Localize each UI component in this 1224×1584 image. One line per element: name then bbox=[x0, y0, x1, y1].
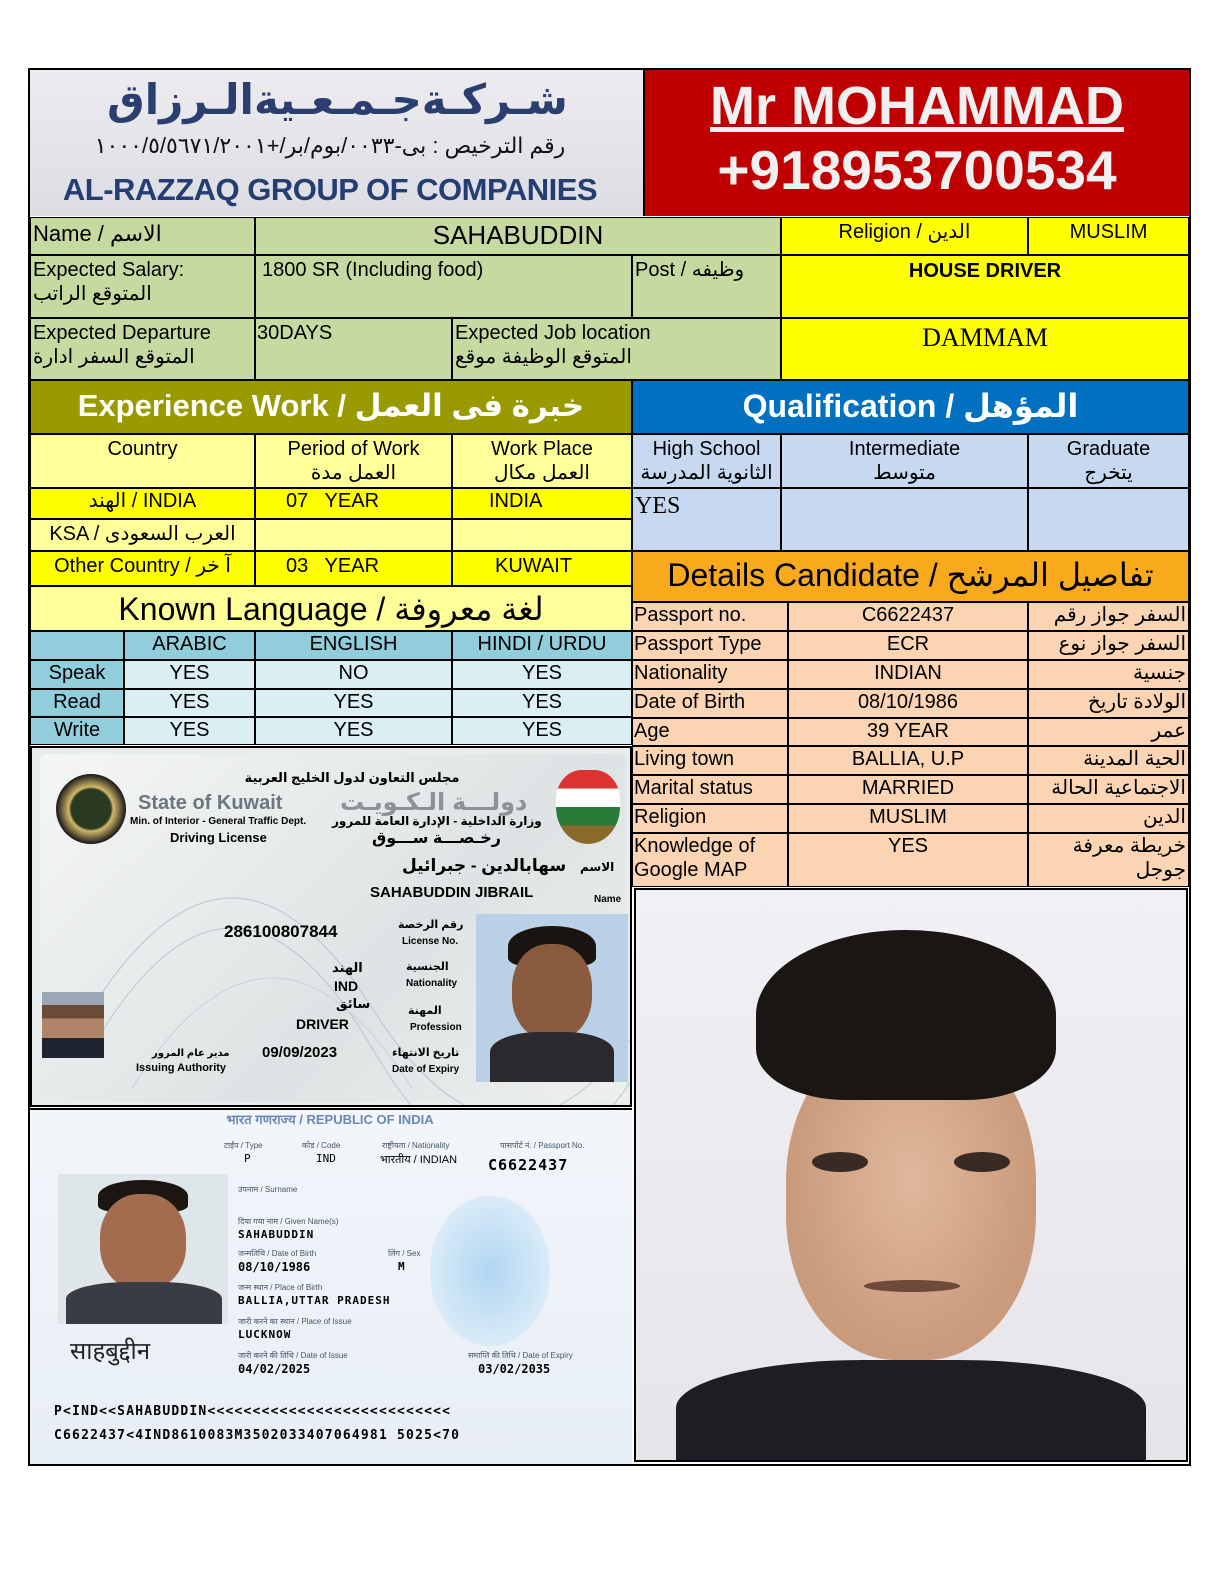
detail-value: INDIAN bbox=[788, 660, 1028, 689]
lang-skill-value: YES bbox=[124, 717, 255, 745]
detail-label-en: Knowledge of Google MAP bbox=[632, 833, 788, 887]
col-work-place bbox=[452, 434, 632, 488]
exp-row-country: الهند / INDIA bbox=[30, 488, 255, 519]
detail-label-en: Living town bbox=[632, 746, 788, 775]
detail-label-en: Date of Birth bbox=[632, 689, 788, 718]
passport-number: C6622437 bbox=[488, 1156, 569, 1174]
salary-label-en: Expected Salary: bbox=[33, 259, 185, 281]
detail-label-ar: الدين bbox=[1028, 804, 1189, 833]
passport-doe: 03/02/2035 bbox=[478, 1362, 551, 1376]
detail-label-ar: عمر bbox=[1028, 718, 1189, 746]
passport-doi: 04/02/2025 bbox=[238, 1362, 311, 1376]
passport-sex-label: लिंग / Sex bbox=[388, 1249, 421, 1258]
col-high-school-ar: الثانوية المدرسة bbox=[640, 462, 773, 484]
departure-label-en: Expected Departure bbox=[33, 322, 211, 344]
gcc-emblem-icon bbox=[56, 774, 126, 844]
col-graduate-ar: يتخرج bbox=[1084, 462, 1133, 484]
col-high-school-en: High School bbox=[652, 438, 761, 460]
passport-surname-label: उपनाम / Surname bbox=[238, 1185, 298, 1194]
passport-signature: साहबुद्दीन bbox=[70, 1337, 151, 1365]
passport-poi: LUCKNOW bbox=[238, 1328, 292, 1341]
left-eye bbox=[812, 1152, 868, 1172]
passport-mrz-line-1: P<IND<<SAHABUDDIN<<<<<<<<<<<<<<<<<<<<<<<<<<< bbox=[54, 1404, 452, 1419]
lang-row-label: Speak bbox=[30, 660, 124, 689]
detail-value: 08/10/1986 bbox=[788, 689, 1028, 718]
intermediate-value bbox=[781, 488, 1028, 551]
detail-value: C6622437 bbox=[788, 602, 1028, 631]
lang-skill-value: YES bbox=[124, 660, 255, 689]
license-name-ar: سهابالدين - جبرائيل bbox=[402, 856, 567, 875]
company-name-arabic: شـركـةجـمـعـيةالـرزاق bbox=[107, 76, 568, 123]
lang-skill-value: YES bbox=[452, 717, 632, 745]
license-number-line: رقم الترخيص : بى-٠٠٣٣/بوم/بر/+١٠٠٠/٥/٥٦٧١/٢٠٠١ bbox=[94, 133, 566, 158]
graduate-value bbox=[1028, 488, 1189, 551]
moustache bbox=[864, 1280, 960, 1292]
religion-label: Religion / الدين bbox=[781, 217, 1028, 255]
state-kuwait-en: State of Kuwait bbox=[138, 792, 283, 814]
ministry-ar: وزارة الداخلية - الإدارة العامة للمرور bbox=[332, 814, 542, 828]
col-intermediate-en: Intermediate bbox=[848, 438, 961, 460]
passport-header: भारत गणराज्य / REPUBLIC OF INDIA bbox=[226, 1112, 434, 1127]
license-prof-ar: سائق bbox=[336, 996, 371, 1011]
driving-license-title-ar: رخـصـــة ســـوق bbox=[372, 830, 502, 847]
passport-dob-label: जन्मतिथि / Date of Birth bbox=[238, 1249, 317, 1258]
license-number: 286100807844 bbox=[224, 922, 338, 941]
col-high-school bbox=[632, 434, 781, 488]
passport-nationality: भारतीय / INDIAN bbox=[380, 1154, 458, 1166]
passport-type-label: टाईप / Type bbox=[224, 1141, 263, 1150]
job-location-label-en: Expected Job location bbox=[455, 322, 651, 344]
detail-label-en: Passport Type bbox=[632, 631, 788, 660]
license-profession: DRIVER bbox=[296, 1016, 349, 1032]
contact-phone: +918953700534 bbox=[717, 139, 1117, 201]
lang-skill-value: YES bbox=[255, 689, 452, 717]
license-nationality: IND bbox=[334, 978, 359, 994]
license-issuer: Issuing Authority bbox=[136, 1062, 227, 1074]
passport-poi-label: जारी करने का स्थान / Place of Issue bbox=[238, 1317, 352, 1326]
lang-skill-value: YES bbox=[452, 689, 632, 717]
lang-col-arabic: ARABIC bbox=[124, 631, 255, 660]
license-prof-label-ar: المهنة bbox=[408, 1005, 442, 1017]
passport-pob: BALLIA,UTTAR PRADESH bbox=[238, 1294, 391, 1307]
name-label: Name / الاسم bbox=[30, 217, 255, 255]
exp-row-period: 07 YEAR bbox=[255, 488, 452, 519]
lang-row-label: Write bbox=[30, 717, 124, 745]
license-expiry-label: Date of Expiry bbox=[392, 1064, 460, 1075]
passport-doe-label: समाप्ति की तिथि / Date of Expiry bbox=[468, 1351, 573, 1360]
salary-label-ar: المتوقع الراتب bbox=[33, 283, 152, 305]
passport-pob-label: जन्म स्थान / Place of Birth bbox=[238, 1283, 323, 1292]
col-place-ar: العمل مكال bbox=[494, 462, 590, 484]
passport-ghost-photo bbox=[430, 1196, 550, 1346]
license-no-label: License No. bbox=[402, 936, 459, 947]
ministry-en: Min. of Interior - General Traffic Dept. bbox=[130, 816, 307, 827]
lang-skill-value: YES bbox=[452, 660, 632, 689]
job-location-label bbox=[452, 318, 781, 380]
detail-label-en: Age bbox=[632, 718, 788, 746]
details-title: Details Candidate / تفاصيل المرشح bbox=[632, 551, 1189, 602]
license-nat-label-ar: الجنسية bbox=[406, 961, 449, 973]
col-graduate bbox=[1028, 434, 1189, 488]
col-period bbox=[255, 434, 452, 488]
salary-value: 1800 SR (Including food) bbox=[255, 255, 632, 318]
passport-photo bbox=[58, 1174, 228, 1324]
detail-label-ar: خريطة معرفة جوجل bbox=[1028, 833, 1189, 887]
license-expiry-label-ar: تاريخ الانتهاء bbox=[392, 1047, 460, 1059]
license-expiry: 09/09/2023 bbox=[262, 1044, 338, 1061]
license-main-photo bbox=[476, 914, 628, 1082]
passport-given-label: दिया गया नाम / Given Name(s) bbox=[238, 1217, 339, 1226]
detail-label-ar: الحية المدينة bbox=[1028, 746, 1189, 775]
detail-value: MUSLIM bbox=[788, 804, 1028, 833]
col-intermediate-ar: متوسط bbox=[873, 462, 936, 484]
qualification-title: Qualification / المؤهل bbox=[632, 380, 1189, 434]
col-country: Country bbox=[30, 434, 255, 488]
experience-title: Experience Work / خبرة فى العمل bbox=[30, 380, 632, 434]
detail-label-ar: الولادة تاريخ bbox=[1028, 689, 1189, 718]
job-location-value: DAMMAM bbox=[781, 318, 1189, 380]
exp-row-place bbox=[452, 519, 632, 551]
state-kuwait-ar: دولـــة الـكـويـت bbox=[340, 789, 528, 816]
detail-value: MARRIED bbox=[788, 775, 1028, 804]
exp-row-period: 03 YEAR bbox=[255, 551, 452, 586]
passport-page bbox=[30, 1108, 632, 1464]
passport-no-label: पासपोर्ट नं. / Passport No. bbox=[500, 1141, 585, 1150]
lang-skill-value: YES bbox=[255, 717, 452, 745]
passport-mrz-line-2: C6622437<4IND8610083M3502033407064981 5025<70 bbox=[54, 1428, 461, 1443]
company-logo-banner bbox=[30, 70, 645, 216]
driving-license-title: Driving License bbox=[170, 830, 267, 845]
col-intermediate bbox=[781, 434, 1028, 488]
license-name-en: SAHABUDDIN JIBRAIL bbox=[370, 884, 534, 901]
col-place-en: Work Place bbox=[491, 438, 593, 460]
post-label: Post / وظيفه bbox=[632, 255, 781, 318]
exp-row-period bbox=[255, 519, 452, 551]
departure-label-ar: المتوقع السفر ادارة bbox=[33, 346, 195, 368]
passport-given-name: SAHABUDDIN bbox=[238, 1228, 315, 1241]
passport-type: P bbox=[244, 1152, 251, 1165]
passport-code-label: कोड / Code bbox=[302, 1141, 341, 1150]
company-name-english: AL-RAZZAQ GROUP OF COMPANIES bbox=[62, 172, 598, 207]
lang-row-label: Read bbox=[30, 689, 124, 717]
license-prof-label: Profession bbox=[410, 1022, 462, 1033]
driving-license-card bbox=[30, 746, 632, 1107]
language-corner bbox=[30, 631, 124, 660]
license-name-label: Name bbox=[594, 894, 622, 905]
name-value: SAHABUDDIN bbox=[255, 217, 781, 255]
passport-sex: M bbox=[398, 1260, 405, 1273]
detail-label-en: Passport no. bbox=[632, 602, 788, 631]
detail-value: ECR bbox=[788, 631, 1028, 660]
contact-banner bbox=[645, 70, 1189, 216]
license-issuer-ar: مدير عام المرور bbox=[152, 1048, 230, 1059]
passport-code: IND bbox=[316, 1152, 336, 1165]
lang-skill-value: YES bbox=[124, 689, 255, 717]
detail-label-ar: السفر جواز رقم bbox=[1028, 602, 1189, 631]
exp-row-country: Other Country / آ خر bbox=[30, 551, 255, 586]
detail-label-ar: السفر جواز نوع bbox=[1028, 631, 1189, 660]
passport-doi-label: जारी करने की तिथि / Date of Issue bbox=[238, 1351, 348, 1360]
license-name-ar-label: الاسم bbox=[580, 860, 615, 874]
departure-value: 30DAYS bbox=[255, 318, 452, 380]
post-value: HOUSE DRIVER bbox=[781, 255, 1189, 318]
passport-dob: 08/10/1986 bbox=[238, 1260, 311, 1274]
lang-col-hindi-urdu: HINDI / URDU bbox=[452, 631, 632, 660]
lang-skill-value: NO bbox=[255, 660, 452, 689]
license-nat-label: Nationality bbox=[406, 978, 458, 989]
detail-label-en: Marital status bbox=[632, 775, 788, 804]
religion-value: MUSLIM bbox=[1028, 217, 1189, 255]
detail-value: YES bbox=[788, 833, 1028, 887]
right-eye bbox=[954, 1152, 1010, 1172]
candidate-photo bbox=[634, 888, 1188, 1462]
exp-row-place: KUWAIT bbox=[452, 551, 632, 586]
exp-row-place: INDIA bbox=[452, 488, 632, 519]
license-small-photo bbox=[42, 992, 104, 1058]
hair-shape bbox=[756, 930, 1056, 1100]
passport-nationality-label: राष्ट्रीयता / Nationality bbox=[382, 1141, 450, 1150]
lang-col-english: ENGLISH bbox=[255, 631, 452, 660]
departure-label bbox=[30, 318, 255, 380]
language-title: Known Language / لغة معروفة bbox=[30, 586, 632, 631]
high-school-value: YES bbox=[632, 488, 781, 551]
detail-value: BALLIA, U.P bbox=[788, 746, 1028, 775]
license-no-label-ar: رقم الرخصة bbox=[398, 919, 464, 931]
detail-label-en: Nationality bbox=[632, 660, 788, 689]
contact-name: Mr MOHAMMAD bbox=[710, 76, 1124, 136]
gcc-council-text: مجلس التعاون لدول الخليج العربية bbox=[244, 770, 460, 785]
license-nat-ar: الهند bbox=[332, 960, 363, 975]
col-period-en: Period of Work bbox=[287, 438, 420, 460]
detail-label-en: Religion bbox=[632, 804, 788, 833]
salary-label bbox=[30, 255, 255, 318]
detail-value: 39 YEAR bbox=[788, 718, 1028, 746]
job-location-label-ar: المتوقع الوظيفة موقع bbox=[455, 346, 632, 368]
col-graduate-en: Graduate bbox=[1066, 438, 1151, 460]
col-period-ar: العمل مدة bbox=[310, 462, 397, 484]
detail-label-ar: جنسية bbox=[1028, 660, 1189, 689]
kuwait-emblem-icon bbox=[556, 770, 620, 844]
exp-row-country: KSA / العرب السعودى bbox=[30, 519, 255, 551]
jacket-shape bbox=[676, 1360, 1146, 1462]
detail-label-ar: الاجتماعية الحالة bbox=[1028, 775, 1189, 804]
